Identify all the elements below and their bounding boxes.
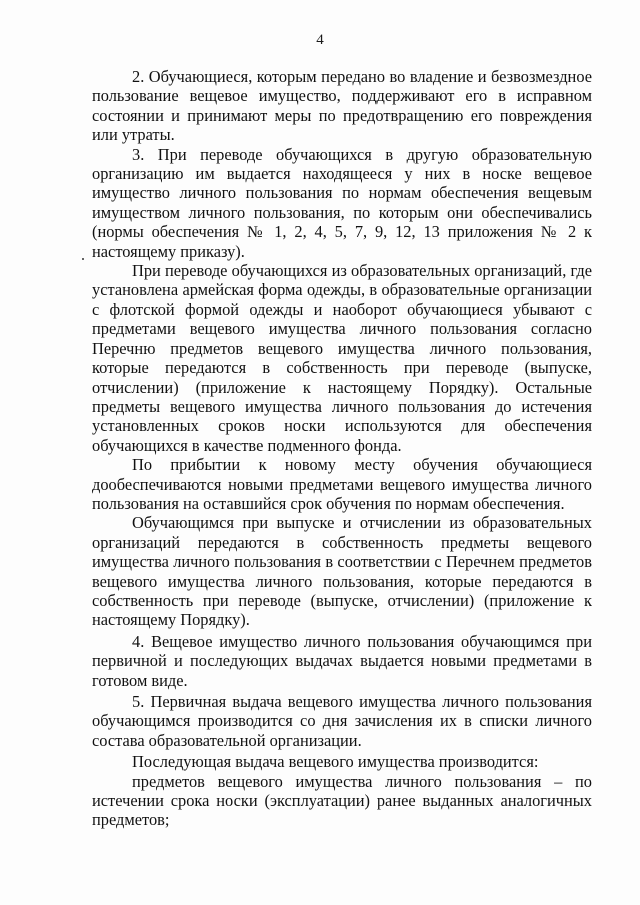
paragraph-4: 4. Вещевое имущество личного пользования обучающимся при первичной и последующих выдачах выдается новыми предметами в готовом виде. <box>92 631 592 690</box>
scan-artifact-dot <box>82 258 84 260</box>
paragraph-2: 2. Обучающиеся, которым передано во владение и безвозмездное пользование вещевое имущество, поддерживают его в исправном состоянии и принимают меры по предотвращению его повреждения или утраты. <box>92 67 592 145</box>
page-number: 4 <box>316 32 324 48</box>
paragraph-items-expiry: предметов вещевого имущества личного пользования – по истечении срока носки (эксплуатации) ранее выданных аналогичных предметов; <box>92 771 592 830</box>
paragraph-arrival: По прибытии к новому месту обучения обучающиеся дообеспечиваются новыми предметами вещевого имущества личного пользования на оставшийся срок обучения по нормам обеспечения. <box>92 455 592 513</box>
paragraph-subsequent-issue: Последующая выдача вещевого имущества производится: <box>132 752 539 772</box>
paragraph-3: 3. При переводе обучающихся в другую образовательную организацию им выдается находящееся у них в носке вещевое имущество личного пользования по нормам обеспечения вещевым имуществом личного пользования, по которым они обеспечивались (нормы обеспечения № 1, 2, 4, 5, 7, 9, 12, 13 приложения № 2 к настоящему приказу). <box>92 144 592 261</box>
paragraph-5: 5. Первичная выдача вещевого имущества личного пользования обучающимся производится со дня зачисления их в списки личного состава образовательной организации. <box>92 692 592 750</box>
document-body <box>92 67 592 830</box>
paragraph-transfer-form: При переводе обучающихся из образовательных организаций, где установлена армейская форма одежды, в образовательные организации с флотской формой одежды и наоборот обучающиеся убывают с предметами вещевого имущества личного пользования согласно Перечню предметов вещевого имущества личного пользования, которые передаются в собственность при переводе (выпуске, отчислении) (приложение к настоящему Порядку). Остальные предметы вещевого имущества личного пользования до истечения установленных сроков носки используются для обеспечения обучающихся в качестве подменного фонда. <box>92 261 592 455</box>
paragraph-graduation: Обучающимся при выпуске и отчислении из образовательных организаций передаются в собственность предметы вещевого имущества личного пользования в соответствии с Перечнем предметов вещевого имущества личного пользования, которые передаются в собственность при переводе (выпуске, отчислении) (приложение к настоящему Порядку). <box>92 513 592 630</box>
